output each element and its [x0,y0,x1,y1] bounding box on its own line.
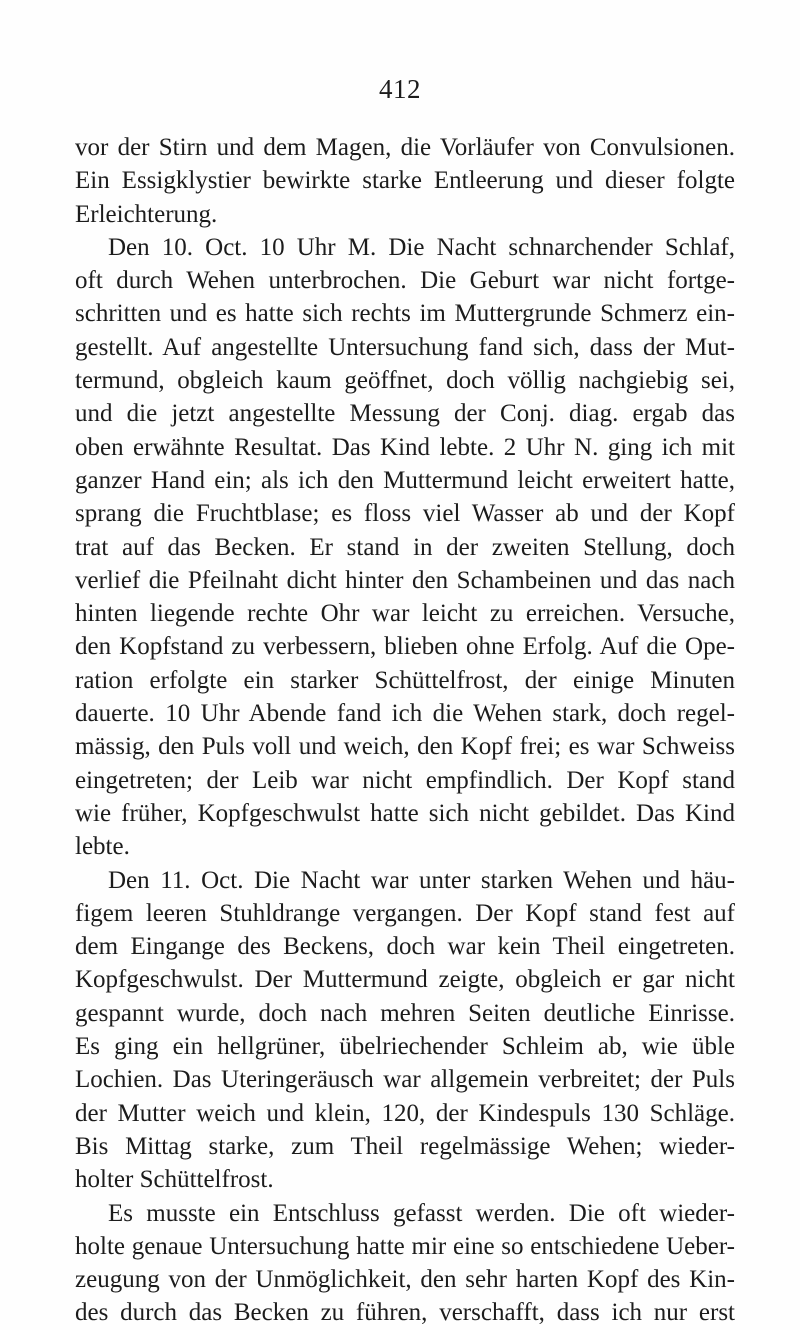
text-line: Den 11. Oct. Die Nacht war unter starken Wehen und häu- [108,866,735,894]
text-line: des durch das Becken zu führen, verschafft, dass ich nur erst [75,1299,735,1327]
text-line: termund, obgleich kaum geöffnet, doch völlig nachgiebig sei, [75,367,735,395]
text-line: gespannt wurde, doch nach mehren Seiten deutliche Einrisse. [75,999,735,1027]
text-line: gestellt. Auf angestellte Untersuchung fand sich, dass der Mut- [75,333,735,361]
text-line: wie früher, Kopfgeschwulst hatte sich nicht gebildet. Das Kind [75,799,735,827]
text-line: verlief die Pfeilnaht dicht hinter den Schambeinen und das nach [75,566,735,594]
text-line: dem Eingange des Beckens, doch war kein Theil eingetreten. [75,933,735,961]
text-line: schritten und es hatte sich rechts im Muttergrunde Schmerz ein- [75,300,735,328]
text-line: oben erwähnte Resultat. Das Kind lebte. 2 Uhr N. ging ich mit [75,433,735,461]
text-line: dauerte. 10 Uhr Abende fand ich die Wehen stark, doch regel- [75,700,735,728]
text-line: ration erfolgte ein starker Schüttelfrost, der einige Minuten [75,666,735,694]
text-line: hinten liegende rechte Ohr war leicht zu erreichen. Versuche, [75,600,735,628]
text-line: ganzer Hand ein; als ich den Muttermund leicht erweitert hatte, [75,466,735,494]
text-line: Erleichterung. [75,200,218,228]
text-line: Den 10. Oct. 10 Uhr M. Die Nacht schnarchender Schlaf, [108,233,735,261]
body-text [75,131,735,1330]
text-line: mässig, den Puls voll und weich, den Kopf frei; es war Schweiss [75,733,735,761]
text-line: Bis Mittag starke, zum Theil regelmässige Wehen; wieder- [75,1132,735,1160]
text-line: eingetreten; der Leib war nicht empfindlich. Der Kopf stand [75,766,735,794]
text-line: vor der Stirn und dem Magen, die Vorläufer von Convulsionen. [75,134,735,161]
text-line: trat auf das Becken. Er stand in der zweiten Stellung, doch [75,533,735,561]
text-line: holte genaue Untersuchung hatte mir eine so entschiedene Ueber- [75,1232,735,1260]
text-line: der Mutter weich und klein, 120, der Kindespuls 130 Schläge. [75,1099,735,1127]
text-line: lebte. [75,833,130,861]
text-line: sprang die Fruchtblase; es floss viel Wasser ab und der Kopf [75,500,735,528]
text-line: Ein Essigklystier bewirkte starke Entleerung und dieser folgte [75,167,735,195]
text-line: Es ging ein hellgrüner, übelriechender Schleim ab, wie üble [75,1033,735,1061]
text-line: Kopfgeschwulst. Der Muttermund zeigte, obgleich er gar nicht [75,966,735,994]
text-line: holter Schüttelfrost. [75,1166,274,1194]
text-line: figem leeren Stuhldrange vergangen. Der Kopf stand fest auf [75,899,735,927]
text-line: oft durch Wehen unterbrochen. Die Geburt war nicht fortge- [75,267,735,295]
text-line: den Kopfstand zu verbessern, blieben ohne Erfolg. Auf die Ope- [75,633,735,661]
page-number: 412 [379,74,421,104]
text-line: zeugung von der Unmöglichkeit, den sehr harten Kopf des Kin- [75,1266,735,1294]
text-line: und die jetzt angestellte Messung der Conj. diag. ergab das [75,400,735,428]
text-line: Lochien. Das Uteringeräusch war allgemein verbreitet; der Puls [75,1066,735,1094]
text-line: Es musste ein Entschluss gefasst werden. Die oft wieder- [108,1199,735,1227]
